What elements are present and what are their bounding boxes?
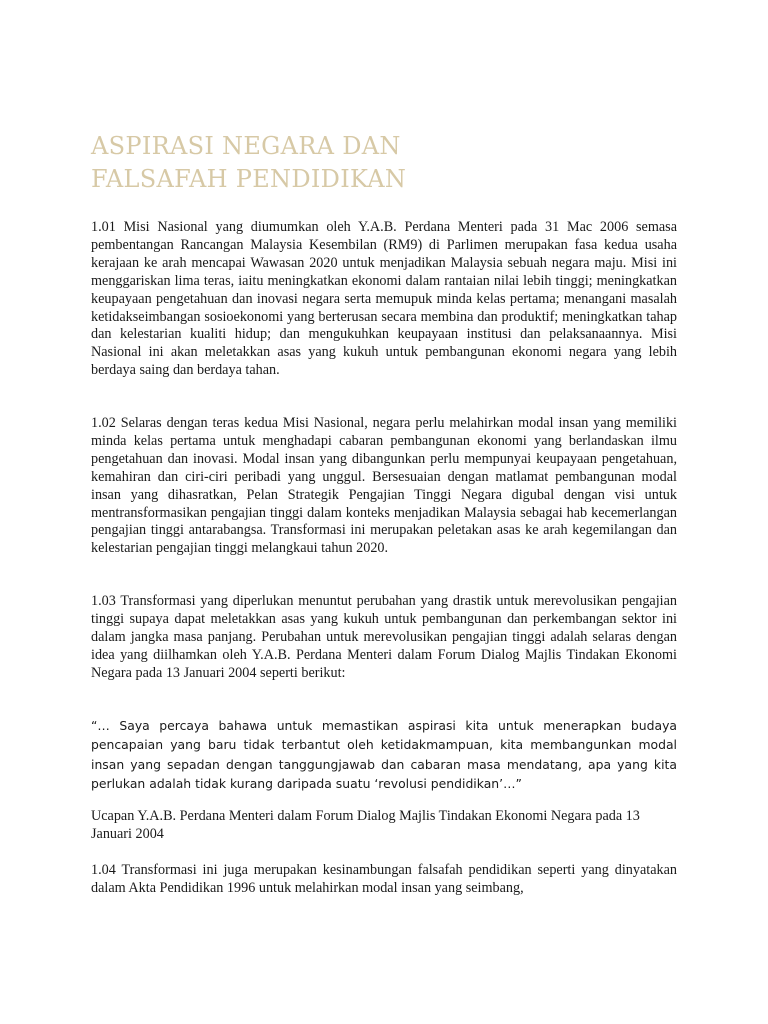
title-line-1: ASPIRASI NEGARA DAN	[91, 132, 401, 160]
quotation-source: Ucapan Y.A.B. Perdana Menteri dalam Forum Dialog Majlis Tindakan Ekonomi Negara pada 13 Januari 2004	[91, 808, 640, 842]
title-line-2: FALSAFAH PENDIDIKAN	[91, 165, 407, 193]
paragraph-1-04: 1.04 Transformasi ini juga merupakan kesinambungan falsafah pendidikan seperti yang dinyatakan dalam Akta Pendidikan 1996 untuk melahirkan modal insan yang seimbang,	[91, 862, 677, 896]
paragraph-1-03: 1.03 Transformasi yang diperlukan menuntut perubahan yang drastik untuk merevolusikan pengajian tinggi supaya dapat meletakkan asas yang kukuh untuk pembangunan dan perkembangan sektor ini dalam jangka masa panjang. Perubahan untuk merevolusikan pengajian tinggi adalah selaras dengan idea yang diilhamkan oleh Y.A.B. Perdana Menteri dalam Forum Dialog Majlis Tindakan Ekonomi Negara pada 13 Januari 2004 seperti berikut:	[91, 593, 677, 681]
paragraph-1-01: 1.01 Misi Nasional yang diumumkan oleh Y.A.B. Perdana Menteri pada 31 Mac 2006 semasa pembentangan Rancangan Malaysia Kesembilan (RM9) di Parlimen merupakan fasa kedua usaha kerajaan ke arah mencapai Wawasan 2020 untuk menjadikan Malaysia sebuah negara maju. Misi ini menggariskan lima teras, iaitu meningkatkan ekonomi dalam rantaian nilai lebih tinggi; meningkatkan keupayaan pengetahuan dan inovasi negara serta memupuk minda kelas pertama; menangani masalah ketidakseimbangan sosioekonomi yang berterusan secara membina dan produktif; meningkatkan tahap dan kelestarian kualiti hidup; dan mengukuhkan keupayaan institusi dan pelaksanaannya. Misi Nasional ini akan meletakkan asas yang kukuh untuk pembangunan ekonomi negara yang lebih berdaya saing dan berdaya tahan.	[91, 219, 677, 379]
quotation: “… Saya percaya bahawa untuk memastikan aspirasi kita untuk menerapkan budaya pencapaian yang baru tidak terbantut oleh ketidakmampuan, kita membangunkan modal insan yang sepadan dengan tanggungjawab dan cabaran masa mendatang, apa yang kita perlukan adalah tidak kurang daripada suatu ‘revolusi pendidikan’…”	[91, 718, 677, 791]
document-title	[91, 130, 406, 196]
paragraph-1-02: 1.02 Selaras dengan teras kedua Misi Nasional, negara perlu melahirkan modal insan yang memiliki minda kelas pertama untuk menghadapi cabaran pembangunan ekonomi yang berlandaskan ilmu pengetahuan dan inovasi. Modal insan yang dibangunkan perlu mempunyai keupayaan pengetahuan, kemahiran dan ciri-ciri peribadi yang unggul. Bersesuaian dengan matlamat pembangunan modal insan yang dihasratkan, Pelan Strategik Pengajian Tinggi Negara digubal dengan visi untuk mentransformasikan pengajian tinggi dalam konteks menjadikan Malaysia sebagai hab kecemerlangan pengajian tinggi antarabangsa. Transformasi ini merupakan peletakan asas ke arah kegemilangan dan kelestarian pengajian tinggi melangkaui tahun 2020.	[91, 415, 677, 557]
